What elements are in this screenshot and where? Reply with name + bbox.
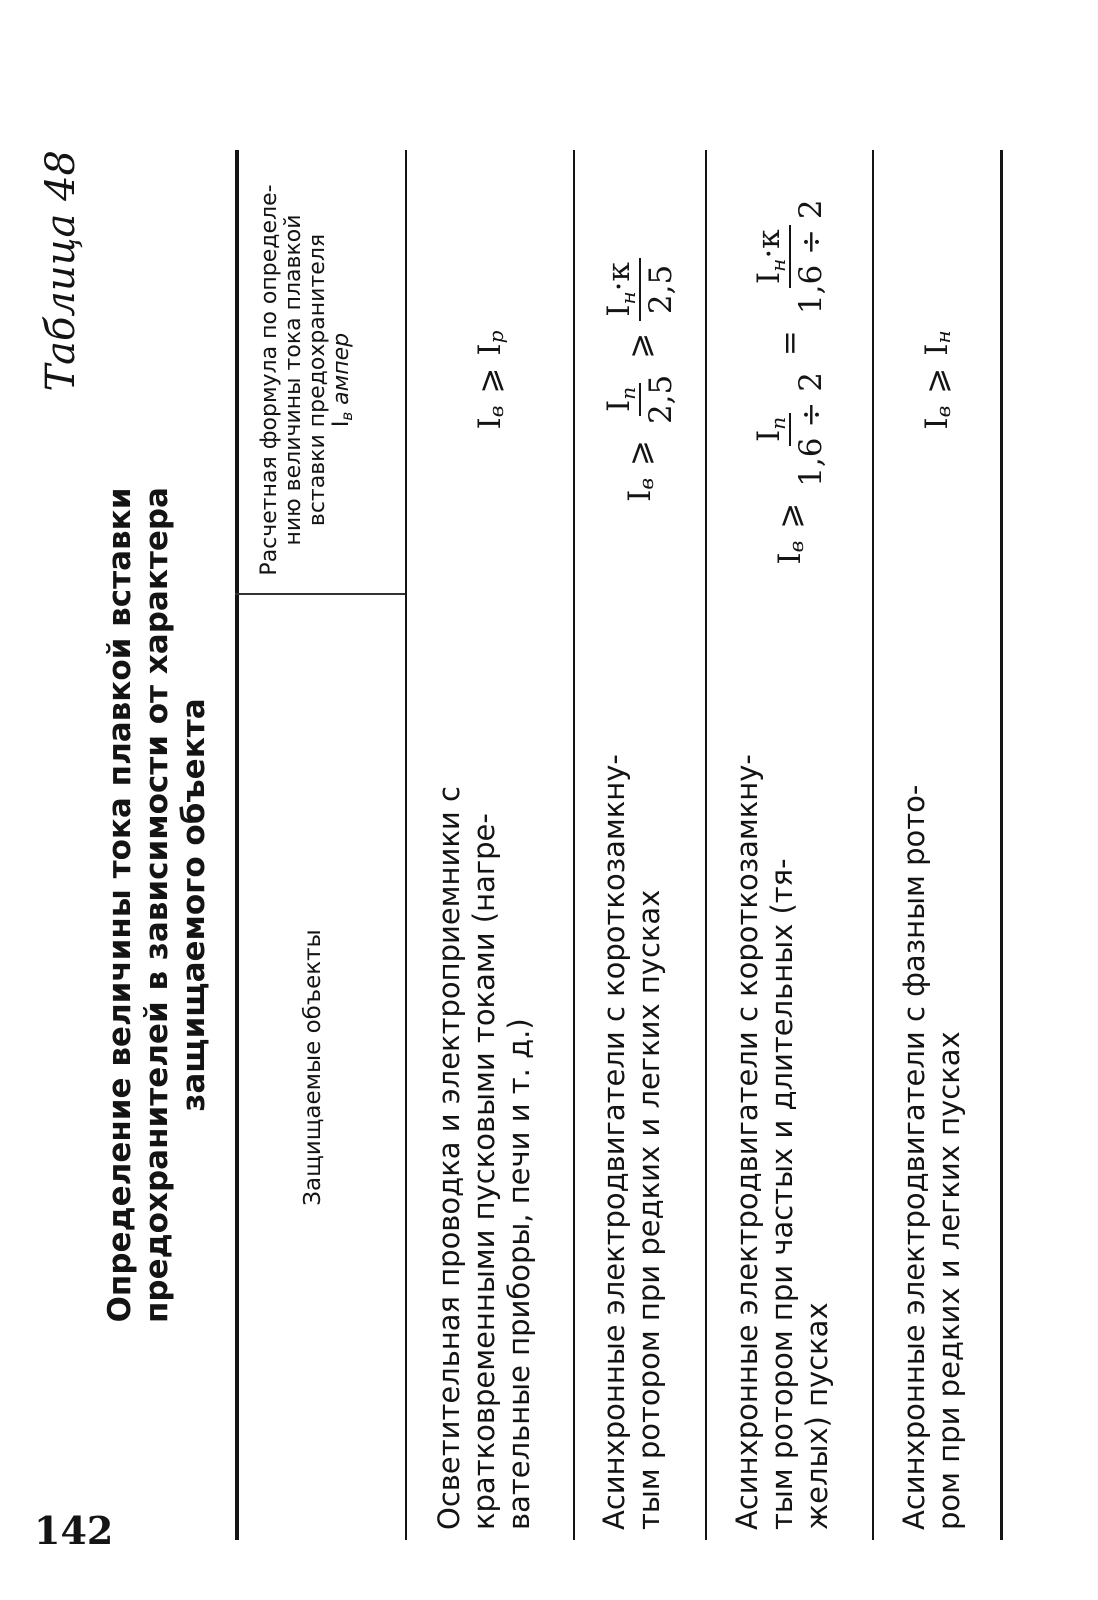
table-top-rule [235,150,239,1540]
row-line: кратковременными пусковыми токами (нагре- [467,813,501,1530]
title-line: предохранителей в зависимости от характера [139,487,175,1323]
page-number: 142 [34,1508,114,1553]
table-row-objects [730,600,835,1530]
row-divider [705,150,707,1540]
table-row-objects [597,600,667,1530]
table-bottom-rule [1000,150,1003,1540]
fraction: Iп 1,6 ÷ 2 [750,372,829,487]
row-line: ром при редких и легких пусках [932,1031,966,1530]
row-line: тым ротором при частых и длительных (тя- [765,858,799,1530]
header-formula [258,170,355,590]
table-row-formula: I в ⩾ I р [472,330,508,430]
row-divider [573,150,575,1540]
title-line: Определение величины тока плавкой вставки [102,487,138,1323]
row-line: Осветительная проводка и электроприемники с [432,786,466,1530]
table-row-formula: I в ⩾ Iп 1,6 ÷ 2 = Iн·к 1,6 ÷ 2 [709,170,870,590]
header-bottom-rule [405,150,407,1540]
table-title [102,300,213,1510]
table-row-formula: I в ⩾ Iп 2,5 ⩾ Iн·к 2,5 [577,170,703,590]
title-line: защищаемого объекта [176,698,212,1112]
header-formula-line: вставки предохранителя [305,233,330,527]
row-divider [872,150,874,1540]
row-line: вательные приборы, печи и т. д.) [502,1018,536,1530]
fraction: Iн·к 1,6 ÷ 2 [750,199,829,315]
fraction: Iн·к 2,5 [601,258,679,321]
row-line: Асинхронные электродвигатели с фазным рото- [897,784,931,1530]
header-formula-line: Расчетная формула по определе- [257,184,282,576]
row-line: желых) пусках [800,1302,834,1530]
row-line: тым ротором при редких и легких пусках [632,889,666,1530]
row-line: Асинхронные электродвигатели с короткозамкну- [597,754,631,1530]
header-formula-line: нию величины тока плавкой [281,214,306,546]
table-row-objects [897,600,967,1530]
fraction: Iп 2,5 [601,374,679,425]
table-label: Таблица 48 [38,150,84,392]
row-line: Асинхронные электродвигатели с короткозамкну- [730,754,764,1530]
header-formula-line: Iв ампер [329,332,356,428]
header-protected-objects: Защищаемые объекты [300,929,326,1206]
table-row-objects [432,600,537,1530]
table-row-formula: I в ⩾ I н [919,330,955,430]
